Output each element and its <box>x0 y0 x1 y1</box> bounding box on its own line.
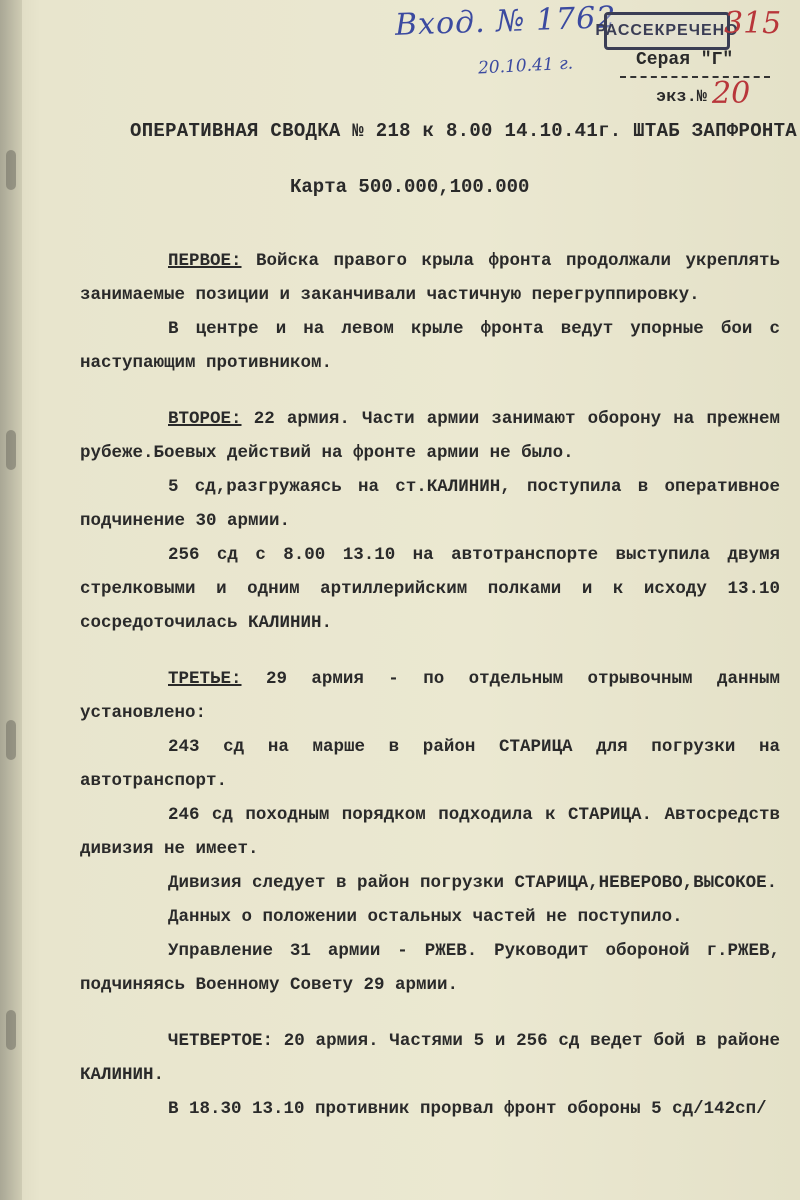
paragraph <box>80 798 791 866</box>
paragraph-text: В 18.30 13.10 противник прорвал фронт обороны 5 сд/142сп/ <box>168 1099 767 1119</box>
copy-label: экз.№ <box>656 88 708 107</box>
copy-number: 20 <box>712 76 751 111</box>
section-third <box>80 662 791 730</box>
paragraph-text: В центре и на левом крыле фронта ведут упорные бои с наступающим противником. <box>80 319 791 373</box>
document-title: ОПЕРАТИВНАЯ СВОДКА № 218 к 8.00 14.10.41г. ШТАБ ЗАПФРОНТА <box>130 120 798 142</box>
section-first <box>80 244 791 312</box>
paragraph-text: 246 сд походным порядком подходила к СТАРИЦА. Автосредств дивизия не имеет. <box>80 805 791 859</box>
punch-hole <box>6 720 16 760</box>
paragraph <box>80 934 791 1002</box>
section-heading: ПЕРВОЕ: <box>168 251 242 271</box>
paragraph-text: Дивизия следует в район погрузки СТАРИЦА,НЕВЕРОВО,ВЫСОКОЕ. <box>168 873 778 893</box>
punch-hole <box>6 1010 16 1050</box>
punch-hole <box>6 150 16 190</box>
incoming-reference-number: Вход. № 1762 <box>394 0 617 43</box>
paragraph-text: Войска правого крыла фронта продолжали укреплять занимаемые позиции и заканчивали частичную перегруппировку. <box>80 251 791 305</box>
paragraph-text: 256 сд с 8.00 13.10 на автотранспорте выступила двумя стрелковыми и одним артиллерийским полками и к исходу 13.10 сосредоточилась КАЛИНИН. <box>80 545 791 633</box>
paragraph <box>80 1092 780 1126</box>
paragraph <box>80 900 780 934</box>
incoming-reference-date: 20.10.41 г. <box>477 53 574 79</box>
paragraph <box>80 312 791 380</box>
section-fourth <box>80 1024 791 1092</box>
paragraph-text: 243 сд на марше в район СТАРИЦА для погрузки на автотранспорт. <box>80 737 791 791</box>
section-second <box>80 402 791 470</box>
punch-hole <box>6 430 16 470</box>
paragraph-text: 22 армия. Части армии занимают оборону на прежнем рубеже.Боевых действий на фронте армии не было. <box>80 409 791 463</box>
document-body <box>80 244 791 1126</box>
page-number: 315 <box>724 6 782 41</box>
paragraph-text: Управление 31 армии - РЖЕВ. Руководит обороной г.РЖЕВ, подчиняясь Военному Совету 29 армии. <box>80 941 791 995</box>
paragraph <box>80 730 791 798</box>
series-label: Серая "Г" <box>636 50 734 70</box>
declassified-stamp: РАССЕКРЕЧЕНО <box>604 12 730 50</box>
paragraph-text: 5 сд,разгружаясь на ст.КАЛИНИН, поступила в оперативное подчинение 30 армии. <box>80 477 791 531</box>
paragraph-text: 20 армия. Частями 5 и 256 сд ведет бой в районе КАЛИНИН. <box>80 1031 791 1085</box>
paragraph <box>80 538 791 640</box>
section-heading: ТРЕТЬЕ: <box>168 669 242 689</box>
paragraph <box>80 470 791 538</box>
map-reference: Карта 500.000,100.000 <box>290 176 530 198</box>
paragraph-text: Данных о положении остальных частей не поступило. <box>168 907 683 927</box>
section-heading: ЧЕТВЕРТОЕ: <box>168 1031 274 1051</box>
paragraph <box>80 866 780 900</box>
section-heading: ВТОРОЕ: <box>168 409 242 429</box>
paragraph-text: 29 армия - по отдельным отрывочным данным установлено: <box>80 669 791 723</box>
